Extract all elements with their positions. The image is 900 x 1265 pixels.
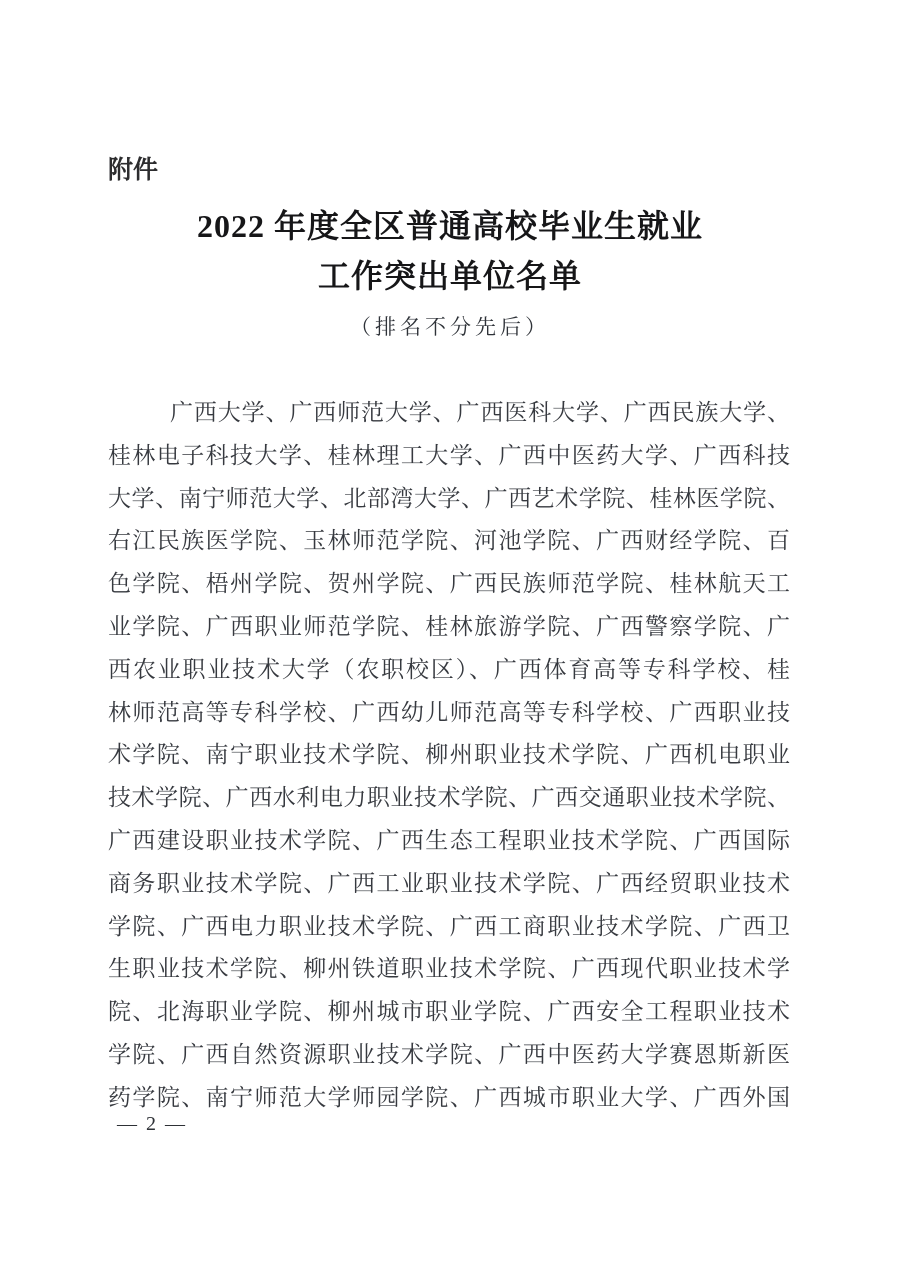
body-line-10: 技术学院、广西水利电力职业技术学院、广西交通职业技术学院、 [108,785,790,811]
document-title-line2: 工作突出单位名单 [317,258,582,294]
ranking-note: （排名不分先后） [350,315,550,339]
body-line-16: 学院、广西自然资源职业技术学院、广西中医药大学赛恩斯新医 [108,1041,790,1067]
body-line-17: 药学院、南宁师范大学师园学院、广西城市职业大学、广西外国 [108,1084,790,1110]
body-line-1: 广西大学、广西师范大学、广西医科大学、广西民族大学、 [170,400,790,425]
body-line-9: 术学院、南宁职业技术学院、柳州职业技术学院、广西机电职业 [108,742,790,768]
body-line-7: 西农业职业技术大学（农职校区）、广西体育高等专科学校、桂 [108,656,790,682]
body-line-6: 业学院、广西职业师范学院、桂林旅游学院、广西警察学院、广 [108,613,790,639]
body-line-15: 院、北海职业学院、柳州城市职业学院、广西安全工程职业技术 [108,999,790,1025]
body-line-4: 右江民族医学院、玉林师范学院、河池学院、广西财经学院、百 [108,528,790,554]
body-line-13: 学院、广西电力职业技术学院、广西工商职业技术学院、广西卫 [108,913,790,939]
body-line-3: 大学、南宁师范大学、北部湾大学、广西艺术学院、桂林医学院、 [108,485,790,511]
body-line-2: 桂林电子科技大学、桂林理工大学、广西中医药大学、广西科技 [108,442,790,468]
document-title-line1: 2022 年度全区普通高校毕业生就业 [196,208,703,244]
page-number: — 2 — [117,1113,187,1135]
body-line-12: 商务职业技术学院、广西工业职业技术学院、广西经贸职业技术 [108,870,790,896]
body-line-5: 色学院、梧州学院、贺州学院、广西民族师范学院、桂林航天工 [108,571,790,597]
attachment-label: 附件 [108,156,159,184]
body-line-14: 生职业技术学院、柳州铁道职业技术学院、广西现代职业技术学 [108,956,790,982]
body-line-8: 林师范高等专科学校、广西幼儿师范高等专科学校、广西职业技 [108,699,790,725]
institutions-paragraph [108,392,790,1120]
body-line-11: 广西建设职业技术学院、广西生态工程职业技术学院、广西国际 [108,827,790,853]
